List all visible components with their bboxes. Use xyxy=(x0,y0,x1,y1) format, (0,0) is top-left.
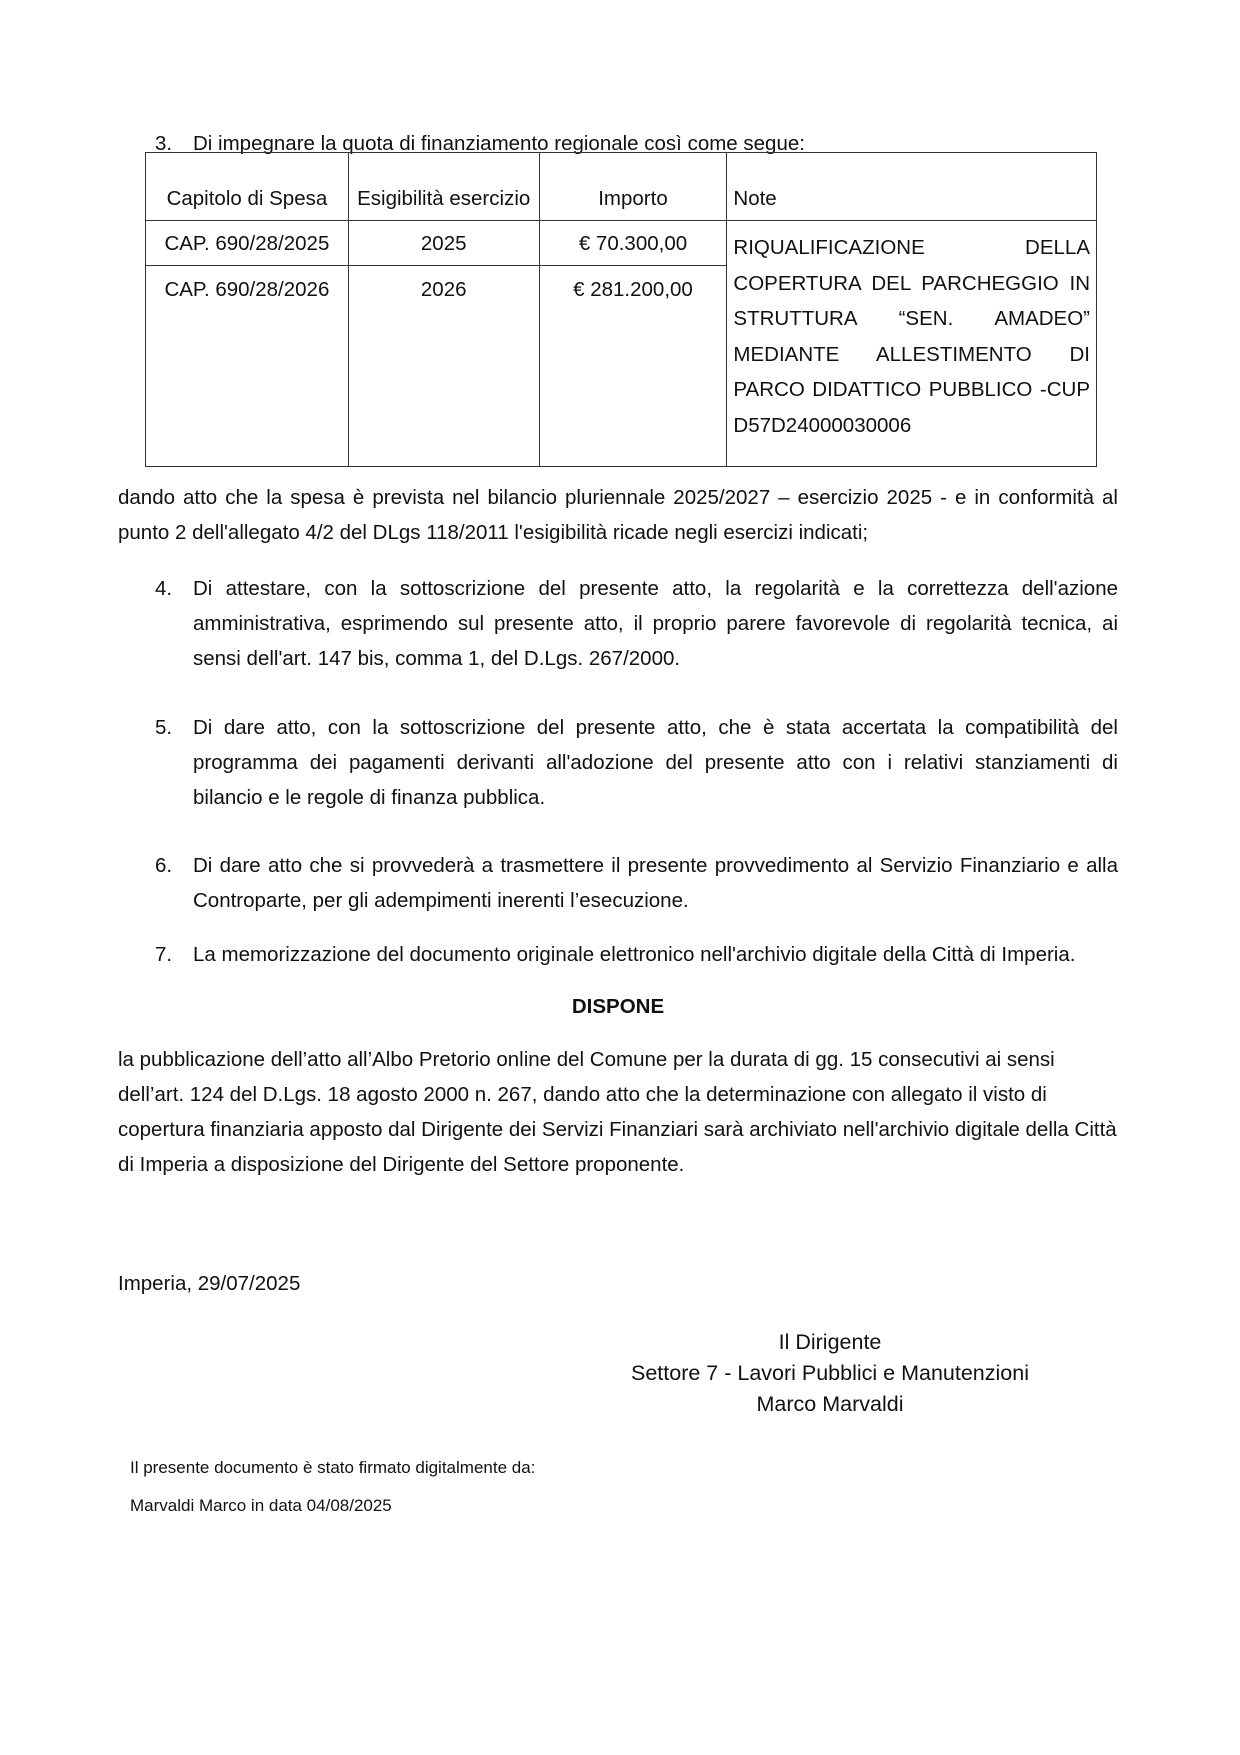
item-5-number: 5. xyxy=(155,716,173,739)
cell-esercizio: 2026 xyxy=(348,266,539,467)
dispone-paragraph: la pubblicazione dell’atto all’Albo Pretorio online del Comune per la durata di gg. 15 consecutivi ai sensi dell’art. 124 del D.Lgs. 18 agosto 2000 n. 267, dando atto che la determinazione con allegato il visto di copertura finanziaria apposto dal Dirigente dei Servizi Finanziari sarà archiviato nell'archivio digitale della Città di Imperia a disposizione del Dirigente del Settore proponente. xyxy=(118,1048,1117,1176)
dispone-heading: DISPONE xyxy=(571,995,665,1018)
signature-role: Il Dirigente xyxy=(778,1330,882,1354)
header-capitolo: Capitolo di Spesa xyxy=(146,153,349,221)
item-3-text: Di impegnare la quota di finanziamento regionale così come segue: xyxy=(193,132,805,155)
item-4-number: 4. xyxy=(155,577,173,600)
item-3-number: 3. xyxy=(155,132,173,155)
dando-atto-paragraph: dando atto che la spesa è prevista nel bilancio pluriennale 2025/2027 – esercizio 2025 - e in conformità al punto 2 dell'allegato 4/2 del DLgs 118/2011 l'esigibilità ricade negli esercizi indicati; xyxy=(118,486,1118,544)
header-importo: Importo xyxy=(539,153,727,221)
item-6-number: 6. xyxy=(155,854,173,877)
signature-sector: Settore 7 - Lavori Pubblici e Manutenzioni xyxy=(631,1361,1029,1385)
item-6-text: Di dare atto che si provvederà a trasmettere il presente provvedimento al Servizio Finanziario e alla Controparte, per gli adempimenti inerenti l’esecuzione. xyxy=(193,854,1118,912)
item-7-text: La memorizzazione del documento originale elettronico nell'archivio digitale della Città di Imperia. xyxy=(193,943,1076,966)
table-header-row xyxy=(146,153,1097,221)
expense-table xyxy=(145,152,1097,467)
digital-signature-line2: Marvaldi Marco in data 04/08/2025 xyxy=(130,1496,392,1515)
cell-esercizio: 2025 xyxy=(348,221,539,266)
table-row xyxy=(146,221,1097,266)
signature-name: Marco Marvaldi xyxy=(756,1392,904,1416)
item-7-number: 7. xyxy=(155,943,173,966)
header-esigibilita: Esigibilità esercizio xyxy=(348,153,539,221)
cell-note: RIQUALIFICAZIONE DELLA COPERTURA DEL PARCHEGGIO IN STRUTTURA “SEN. AMADEO” MEDIANTE ALLESTIMENTO DI PARCO DIDATTICO PUBBLICO -CUP D57D24000030006 xyxy=(727,221,1097,467)
cell-capitolo: CAP. 690/28/2025 xyxy=(146,221,349,266)
digital-signature-line1: Il presente documento è stato firmato digitalmente da: xyxy=(130,1458,536,1477)
place-date: Imperia, 29/07/2025 xyxy=(118,1272,301,1295)
cell-importo: € 70.300,00 xyxy=(539,221,727,266)
item-5-text: Di dare atto, con la sottoscrizione del presente atto, che è stata accertata la compatibilità del programma dei pagamenti derivanti all'adozione del presente atto con i relativi stanziamenti di bilancio e le regole di finanza pubblica. xyxy=(193,716,1118,809)
header-note: Note xyxy=(727,153,1097,221)
item-4-text: Di attestare, con la sottoscrizione del presente atto, la regolarità e la correttezza dell'azione amministrativa, esprimendo sul presente atto, il proprio parere favorevole di regolarità tecnica, ai sensi dell'art. 147 bis, comma 1, del D.Lgs. 267/2000. xyxy=(193,577,1118,670)
cell-capitolo: CAP. 690/28/2026 xyxy=(146,266,349,467)
cell-importo: € 281.200,00 xyxy=(539,266,727,467)
